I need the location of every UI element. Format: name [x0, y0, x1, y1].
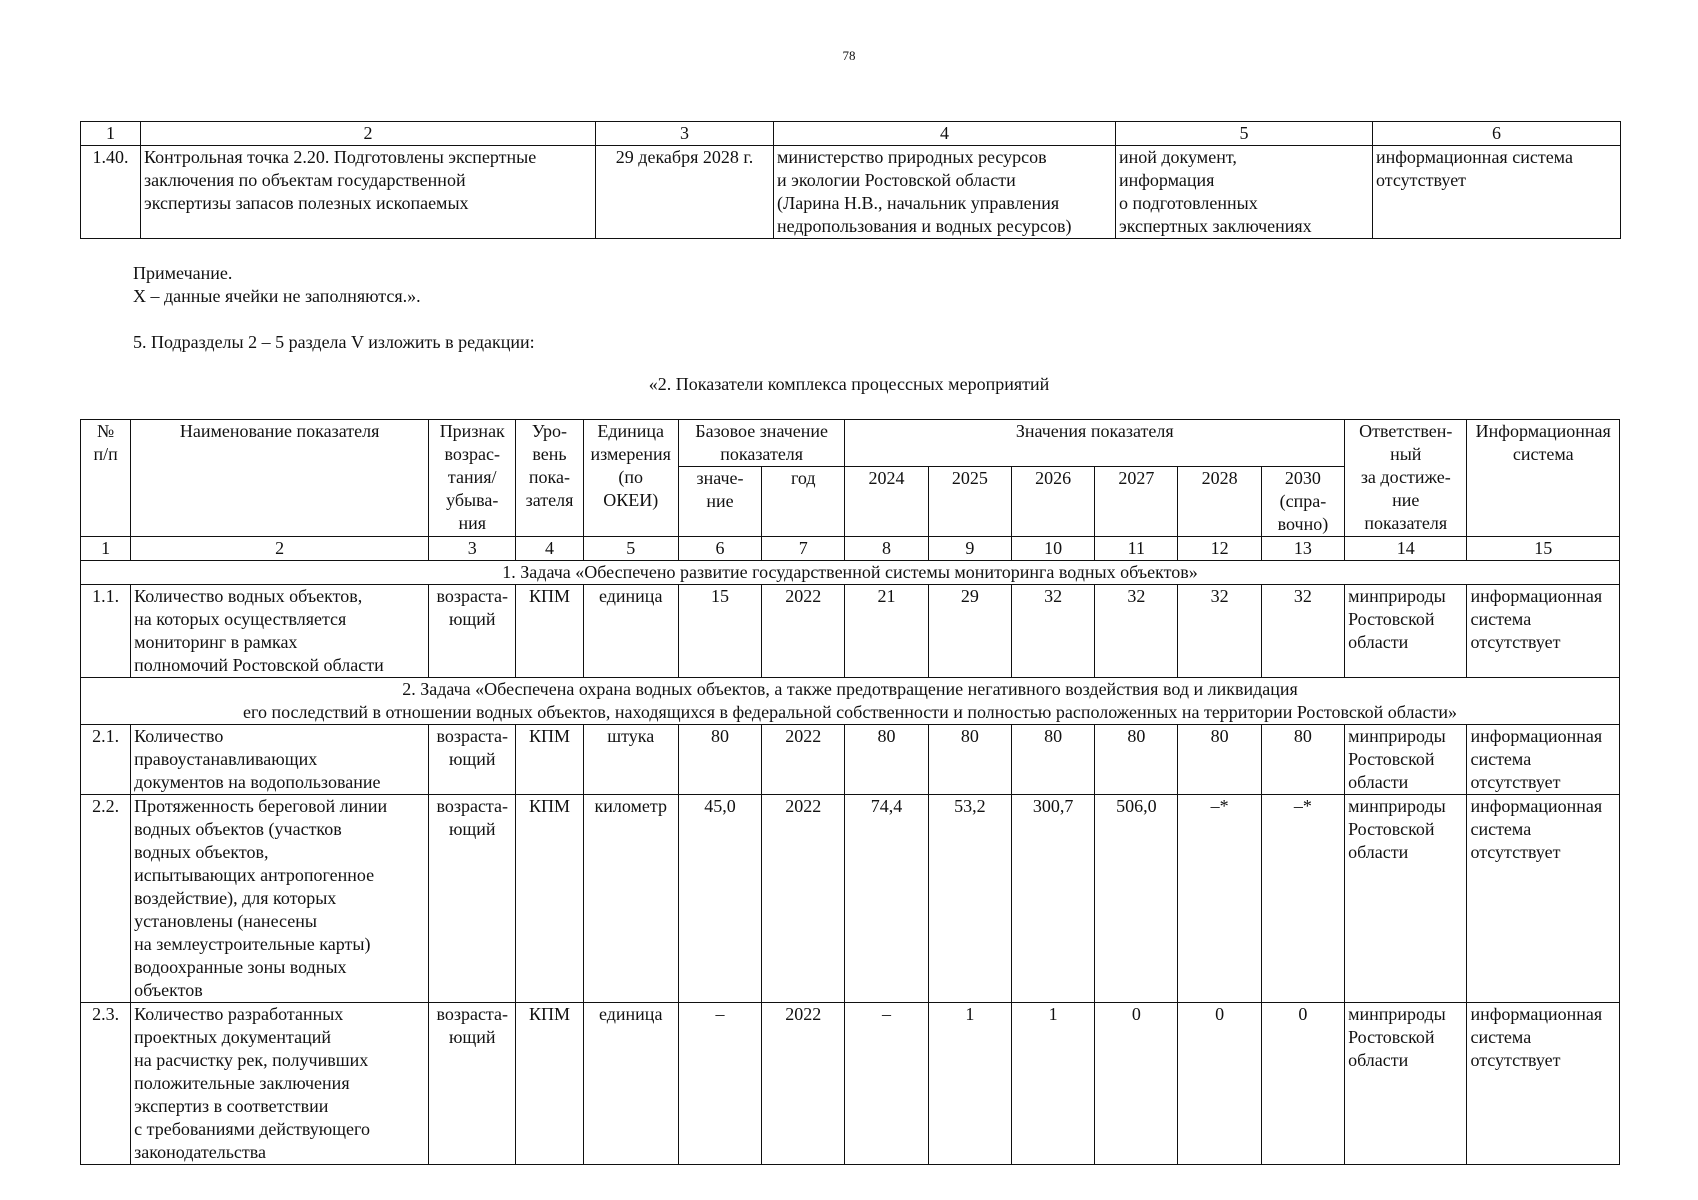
- col-number: 1: [81, 122, 141, 146]
- instruction-text: 5. Подразделы 2 – 5 раздела V изложить в редакции:: [133, 332, 535, 352]
- col-number: 2: [141, 122, 596, 146]
- deadline-date: 29 декабря 2028 г.: [596, 146, 774, 239]
- document-type: иной документ, информация о подготовленных экспертных заключениях: [1116, 146, 1373, 239]
- value-2025: 80: [928, 725, 1011, 795]
- col-number: 13: [1261, 537, 1344, 561]
- value-2027: 32: [1095, 585, 1178, 678]
- header-level: Уро- вень пока- зателя: [516, 420, 583, 537]
- col-number: 5: [1116, 122, 1373, 146]
- value-2026: 32: [1011, 585, 1094, 678]
- header-year-2028: 2028: [1178, 467, 1261, 537]
- header-system: Информационная система: [1467, 420, 1620, 537]
- control-point-name: Контрольная точка 2.20. Подготовлены экспертные заключения по объектам государственной экспертизы запасов полезных ископаемых: [141, 146, 596, 239]
- information-system: информационная система отсутствует: [1467, 795, 1620, 1003]
- col-number: 9: [928, 537, 1011, 561]
- indicator-unit: единица: [583, 1003, 678, 1165]
- header-base-year: год: [762, 467, 845, 537]
- col-number: 15: [1467, 537, 1620, 561]
- indicator-name: Протяженность береговой линии водных объектов (участков водных объектов, испытывающих антропогенное воздействие), для которых установлены (нанесены на землеустроительные карты) водоохранные зоны водных объектов: [131, 795, 429, 1003]
- table-row: [81, 725, 1620, 795]
- indicators-table: [80, 419, 1620, 1165]
- indicator-name: Количество водных объектов, на которых осуществляется мониторинг в рамках полномочий Ростовской области: [131, 585, 429, 678]
- section-title: «2. Показатели комплекса процессных мероприятий: [648, 374, 1050, 394]
- indicator-sign: возраста- ющий: [429, 585, 516, 678]
- header-year-2026: 2026: [1011, 467, 1094, 537]
- value-2025: 1: [928, 1003, 1011, 1165]
- information-system: информационная система отсутствует: [1467, 585, 1620, 678]
- information-system: информационная система отсутствует: [1467, 1003, 1620, 1165]
- value-2026: 80: [1011, 725, 1094, 795]
- col-number: 10: [1011, 537, 1094, 561]
- value-2027: 80: [1095, 725, 1178, 795]
- information-system: информационная система отсутствует: [1467, 725, 1620, 795]
- row-number: 2.3.: [81, 1003, 131, 1165]
- value-2024: –: [845, 1003, 928, 1165]
- base-value: 45,0: [678, 795, 761, 1003]
- col-number: 3: [429, 537, 516, 561]
- task-row: [81, 561, 1620, 585]
- col-number: 5: [583, 537, 678, 561]
- indicator-sign: возраста- ющий: [429, 1003, 516, 1165]
- col-number: 6: [678, 537, 761, 561]
- indicator-sign: возраста- ющий: [429, 795, 516, 1003]
- table-row: [81, 1003, 1620, 1165]
- value-2027: 506,0: [1095, 795, 1178, 1003]
- value-2028: 32: [1178, 585, 1261, 678]
- header-year-2025: 2025: [928, 467, 1011, 537]
- row-number: 2.1.: [81, 725, 131, 795]
- value-2027: 0: [1095, 1003, 1178, 1165]
- value-2028: 0: [1178, 1003, 1261, 1165]
- header-year-2027: 2027: [1095, 467, 1178, 537]
- page-number: 78: [842, 48, 856, 63]
- base-year: 2022: [762, 1003, 845, 1165]
- row-number: 2.2.: [81, 795, 131, 1003]
- value-2025: 53,2: [928, 795, 1011, 1003]
- indicator-level: КПМ: [516, 795, 583, 1003]
- value-2026: 1: [1011, 1003, 1094, 1165]
- responsible: минприроды Ростовской области: [1345, 585, 1467, 678]
- value-2025: 29: [928, 585, 1011, 678]
- responsible: минприроды Ростовской области: [1345, 725, 1467, 795]
- header-base-value: значе- ние: [678, 467, 761, 537]
- value-2028: –*: [1178, 795, 1261, 1003]
- header-year-2024: 2024: [845, 467, 928, 537]
- indicator-unit: единица: [583, 585, 678, 678]
- information-system: информационная система отсутствует: [1373, 146, 1621, 239]
- column-numbers-row: [81, 122, 1621, 146]
- indicator-level: КПМ: [516, 1003, 583, 1165]
- responsible: минприроды Ростовской области: [1345, 1003, 1467, 1165]
- responsible-executor: министерство природных ресурсов и экологии Ростовской области (Ларина Н.В., начальник управления недропользования и водных ресурсов): [774, 146, 1116, 239]
- value-2028: 80: [1178, 725, 1261, 795]
- base-year: 2022: [762, 725, 845, 795]
- col-number: 6: [1373, 122, 1621, 146]
- header-base: Базовое значение показателя: [678, 420, 845, 467]
- indicator-unit: штука: [583, 725, 678, 795]
- base-value: 15: [678, 585, 761, 678]
- col-number: 7: [762, 537, 845, 561]
- row-number: 1.1.: [81, 585, 131, 678]
- value-2026: 300,7: [1011, 795, 1094, 1003]
- value-2030: –*: [1261, 795, 1344, 1003]
- control-point-table: [80, 121, 1621, 239]
- col-number: 2: [131, 537, 429, 561]
- base-value: 80: [678, 725, 761, 795]
- task-2-title: 2. Задача «Обеспечена охрана водных объектов, а также предотвращение негативного воздействия вод и ликвидация его последствий в отношении водных объектов, находящихся в федеральной собственности и полностью расположенных на территории Ростовской области»: [81, 678, 1620, 725]
- table-row: [81, 795, 1620, 1003]
- col-number: 11: [1095, 537, 1178, 561]
- row-number: 1.40.: [81, 146, 141, 239]
- col-number: 12: [1178, 537, 1261, 561]
- indicator-name: Количество правоустанавливающих документов на водопользование: [131, 725, 429, 795]
- responsible: минприроды Ростовской области: [1345, 795, 1467, 1003]
- task-row: [81, 678, 1620, 725]
- value-2030: 0: [1261, 1003, 1344, 1165]
- col-number: 3: [596, 122, 774, 146]
- table-row: [81, 146, 1621, 239]
- column-numbers-row: [81, 537, 1620, 561]
- task-1-title: 1. Задача «Обеспечено развитие государственной системы мониторинга водных объектов»: [81, 561, 1620, 585]
- value-2030: 32: [1261, 585, 1344, 678]
- value-2024: 80: [845, 725, 928, 795]
- note-text: Х – данные ячейки не заполняются.».: [133, 286, 421, 306]
- indicator-sign: возраста- ющий: [429, 725, 516, 795]
- note-title: Примечание.: [133, 263, 233, 283]
- header-year-2030: 2030 (спра- вочно): [1261, 467, 1344, 537]
- header-responsible: Ответствен- ный за достиже- ние показателя: [1345, 420, 1467, 537]
- col-number: 4: [774, 122, 1116, 146]
- indicator-level: КПМ: [516, 725, 583, 795]
- header-row: [81, 420, 1620, 467]
- header-name: Наименование показателя: [131, 420, 429, 537]
- base-value: –: [678, 1003, 761, 1165]
- value-2030: 80: [1261, 725, 1344, 795]
- indicator-name: Количество разработанных проектных документаций на расчистку рек, получивших положительные заключения экспертиз в соответствии с требованиями действующего законодательства: [131, 1003, 429, 1165]
- value-2024: 21: [845, 585, 928, 678]
- indicator-level: КПМ: [516, 585, 583, 678]
- col-number: 8: [845, 537, 928, 561]
- header-num: № п/п: [81, 420, 131, 537]
- indicator-unit: километр: [583, 795, 678, 1003]
- col-number: 1: [81, 537, 131, 561]
- table-row: [81, 585, 1620, 678]
- value-2024: 74,4: [845, 795, 928, 1003]
- header-unit: Единица измерения (по ОКЕИ): [583, 420, 678, 537]
- header-values: Значения показателя: [845, 420, 1345, 467]
- col-number: 4: [516, 537, 583, 561]
- header-sign: Признак возрас- тания/ убыва- ния: [429, 420, 516, 537]
- col-number: 14: [1345, 537, 1467, 561]
- base-year: 2022: [762, 585, 845, 678]
- base-year: 2022: [762, 795, 845, 1003]
